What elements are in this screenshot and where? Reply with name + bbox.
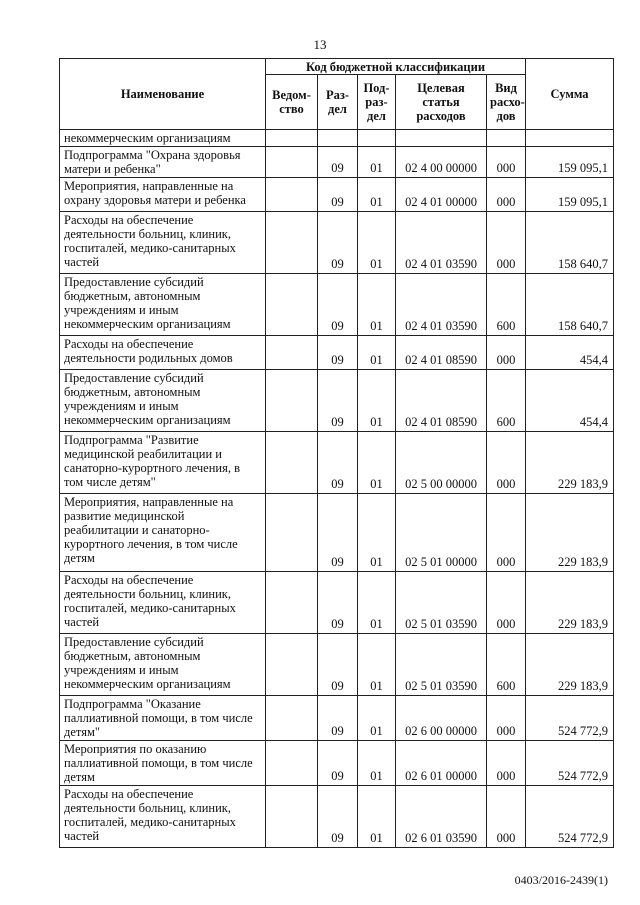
header-section: Раз-дел — [318, 75, 358, 130]
cell-subsection — [358, 130, 396, 147]
table-row — [60, 494, 614, 572]
cell-target: 02 6 01 00000 — [396, 741, 487, 786]
cell-section: 09 — [318, 572, 358, 634]
cell-sum — [526, 130, 614, 147]
table-row — [60, 432, 614, 494]
table-row — [60, 212, 614, 274]
table-row — [60, 786, 614, 848]
cell-subsection: 01 — [358, 212, 396, 274]
cell-expense-type: 000 — [487, 741, 526, 786]
cell-target: 02 5 01 00000 — [396, 494, 487, 572]
cell-department — [266, 212, 318, 274]
cell-department — [266, 634, 318, 696]
cell-name: Подпрограмма "Развитие медицинской реабилитации и санаторно-курортного лечения, в том числе детям" — [60, 432, 266, 494]
cell-sum: 524 772,9 — [526, 786, 614, 848]
cell-section: 09 — [318, 370, 358, 432]
cell-subsection: 01 — [358, 696, 396, 741]
cell-name: Мероприятия, направленные на охрану здоровья матери и ребенка — [60, 178, 266, 212]
table-row — [60, 696, 614, 741]
cell-department — [266, 336, 318, 370]
header-subsection: Под-раз-дел — [358, 75, 396, 130]
cell-section: 09 — [318, 494, 358, 572]
cell-name: Расходы на обеспечение деятельности больниц, клиник, госпиталей, медико-санитарных частей — [60, 572, 266, 634]
cell-target: 02 4 01 03590 — [396, 212, 487, 274]
cell-target: 02 4 01 00000 — [396, 178, 487, 212]
cell-sum: 454,4 — [526, 336, 614, 370]
cell-department — [266, 786, 318, 848]
cell-expense-type: 600 — [487, 274, 526, 336]
cell-expense-type: 000 — [487, 147, 526, 178]
cell-name: Подпрограмма "Оказание паллиативной помощи, в том числе детям" — [60, 696, 266, 741]
cell-expense-type: 600 — [487, 370, 526, 432]
cell-subsection: 01 — [358, 494, 396, 572]
cell-name: некоммерческим организациям — [60, 130, 266, 147]
table-row — [60, 741, 614, 786]
cell-section: 09 — [318, 432, 358, 494]
cell-section: 09 — [318, 741, 358, 786]
cell-department — [266, 130, 318, 147]
cell-expense-type: 000 — [487, 432, 526, 494]
cell-department — [266, 494, 318, 572]
cell-name: Предоставление субсидий бюджетным, автономным учреждениям и иным некоммерческим организациям — [60, 634, 266, 696]
cell-target: 02 4 00 00000 — [396, 147, 487, 178]
cell-sum: 524 772,9 — [526, 696, 614, 741]
cell-section: 09 — [318, 786, 358, 848]
cell-department — [266, 147, 318, 178]
cell-expense-type: 000 — [487, 178, 526, 212]
cell-target: 02 6 01 03590 — [396, 786, 487, 848]
cell-sum: 158 640,7 — [526, 274, 614, 336]
cell-department — [266, 696, 318, 741]
cell-subsection: 01 — [358, 432, 396, 494]
cell-subsection: 01 — [358, 741, 396, 786]
cell-name: Расходы на обеспечение деятельности больниц, клиник, госпиталей, медико-санитарных частей — [60, 786, 266, 848]
table-row — [60, 336, 614, 370]
cell-expense-type: 000 — [487, 572, 526, 634]
cell-department — [266, 370, 318, 432]
cell-expense-type: 000 — [487, 786, 526, 848]
cell-name: Расходы на обеспечение деятельности родильных домов — [60, 336, 266, 370]
cell-name: Расходы на обеспечение деятельности больниц, клиник, госпиталей, медико-санитарных частей — [60, 212, 266, 274]
cell-target: 02 4 01 03590 — [396, 274, 487, 336]
cell-department — [266, 572, 318, 634]
cell-sum: 229 183,9 — [526, 494, 614, 572]
cell-section — [318, 130, 358, 147]
cell-name: Мероприятия, направленные на развитие медицинской реабилитации и санаторно-курортного лечения, в том числе детям — [60, 494, 266, 572]
document-code: 0403/2016-2439(1) — [514, 873, 608, 887]
cell-target: 02 6 00 00000 — [396, 696, 487, 741]
cell-expense-type — [487, 130, 526, 147]
budget-table — [59, 58, 614, 848]
cell-subsection: 01 — [358, 572, 396, 634]
cell-expense-type: 000 — [487, 494, 526, 572]
cell-section: 09 — [318, 274, 358, 336]
cell-sum: 524 772,9 — [526, 741, 614, 786]
cell-section: 09 — [318, 147, 358, 178]
cell-target: 02 5 01 03590 — [396, 572, 487, 634]
cell-sum: 159 095,1 — [526, 178, 614, 212]
cell-target: 02 5 00 00000 — [396, 432, 487, 494]
table-row — [60, 274, 614, 336]
table-row — [60, 147, 614, 178]
cell-target — [396, 130, 487, 147]
cell-department — [266, 741, 318, 786]
cell-section: 09 — [318, 336, 358, 370]
cell-subsection: 01 — [358, 786, 396, 848]
header-expense-type: Вид расхо-дов — [487, 75, 526, 130]
header-classification-group: Код бюджетной классификации — [266, 59, 526, 75]
cell-section: 09 — [318, 212, 358, 274]
cell-subsection: 01 — [358, 178, 396, 212]
cell-target: 02 5 01 03590 — [396, 634, 487, 696]
cell-sum: 229 183,9 — [526, 432, 614, 494]
cell-expense-type: 000 — [487, 336, 526, 370]
cell-section: 09 — [318, 634, 358, 696]
table-row — [60, 130, 614, 147]
cell-expense-type: 600 — [487, 634, 526, 696]
cell-subsection: 01 — [358, 274, 396, 336]
cell-sum: 454,4 — [526, 370, 614, 432]
cell-section: 09 — [318, 696, 358, 741]
cell-subsection: 01 — [358, 336, 396, 370]
page-number: 13 — [313, 37, 327, 52]
cell-target: 02 4 01 08590 — [396, 336, 487, 370]
cell-department — [266, 178, 318, 212]
cell-department — [266, 432, 318, 494]
cell-subsection: 01 — [358, 634, 396, 696]
cell-expense-type: 000 — [487, 696, 526, 741]
cell-sum: 158 640,7 — [526, 212, 614, 274]
cell-name: Предоставление субсидий бюджетным, автономным учреждениям и иным некоммерческим организациям — [60, 274, 266, 336]
header-name: Наименование — [60, 59, 266, 130]
cell-expense-type: 000 — [487, 212, 526, 274]
header-sum: Сумма — [526, 59, 614, 130]
table-row — [60, 572, 614, 634]
cell-section: 09 — [318, 178, 358, 212]
table-row — [60, 634, 614, 696]
table-row — [60, 178, 614, 212]
cell-sum: 229 183,9 — [526, 634, 614, 696]
cell-name: Подпрограмма "Охрана здоровья матери и ребенка" — [60, 147, 266, 178]
cell-subsection: 01 — [358, 370, 396, 432]
cell-subsection: 01 — [358, 147, 396, 178]
table-row — [60, 370, 614, 432]
cell-name: Предоставление субсидий бюджетным, автономным учреждениям и иным некоммерческим организациям — [60, 370, 266, 432]
cell-name: Мероприятия по оказанию паллиативной помощи, в том числе детям — [60, 741, 266, 786]
header-target: Целевая статья расходов — [396, 75, 487, 130]
cell-sum: 229 183,9 — [526, 572, 614, 634]
cell-sum: 159 095,1 — [526, 147, 614, 178]
cell-target: 02 4 01 08590 — [396, 370, 487, 432]
cell-department — [266, 274, 318, 336]
table-body — [60, 130, 614, 848]
header-department: Ведом-ство — [266, 75, 318, 130]
